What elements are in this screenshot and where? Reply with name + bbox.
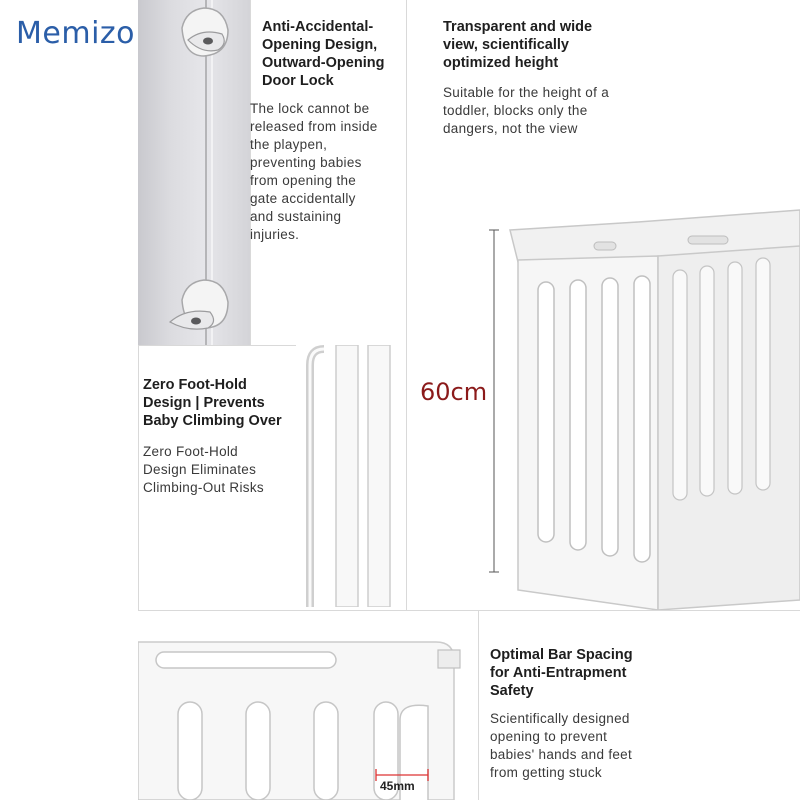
- height-measurement: 60cm: [420, 378, 488, 406]
- view-feature-title: [443, 18, 643, 72]
- title-line: Outward-Opening: [262, 55, 385, 71]
- body-line: gate accidentally: [250, 191, 356, 206]
- title-line: Transparent and wide: [443, 19, 593, 35]
- body-line: Zero Foot-Hold: [143, 444, 238, 459]
- title-line: Baby Climbing Over: [143, 413, 282, 429]
- body-line: released from inside: [250, 119, 378, 134]
- body-line: opening to prevent: [490, 729, 608, 744]
- spacing-feature-body: [490, 710, 690, 782]
- body-line: injuries.: [250, 227, 300, 242]
- body-line: toddler, blocks only the: [443, 103, 588, 118]
- body-line: dangers, not the view: [443, 121, 578, 136]
- title-line: Safety: [490, 683, 534, 699]
- body-line: Suitable for the height of a: [443, 85, 610, 100]
- view-feature-body: [443, 84, 673, 138]
- title-line: optimized height: [443, 55, 559, 71]
- brand-logo: Memizo: [16, 16, 136, 51]
- title-line: Zero Foot-Hold: [143, 377, 247, 393]
- body-line: Design Eliminates: [143, 462, 257, 477]
- body-line: from opening the: [250, 173, 357, 188]
- body-line: babies' hands and feet: [490, 747, 633, 762]
- door-lock-image: [138, 0, 250, 345]
- title-line: for Anti-Entrapment: [490, 665, 627, 681]
- foothold-feature-body: [143, 443, 303, 497]
- lock-feature-title: [262, 18, 402, 90]
- title-line: view, scientifically: [443, 37, 569, 53]
- title-line: Opening Design,: [262, 37, 378, 53]
- body-line: the playpen,: [250, 137, 328, 152]
- body-line: and sustaining: [250, 209, 342, 224]
- body-line: The lock cannot be: [250, 101, 370, 116]
- lock-feature-body: [250, 100, 400, 244]
- title-line: Optimal Bar Spacing: [490, 647, 633, 663]
- divider: [478, 610, 479, 800]
- title-line: Anti-Accidental-: [262, 19, 374, 35]
- spacing-feature-title: [490, 646, 690, 700]
- body-line: preventing babies: [250, 155, 362, 170]
- body-line: Climbing-Out Risks: [143, 480, 264, 495]
- bar-spacing-measurement: 45mm: [380, 779, 415, 793]
- playpen-image: [488, 200, 800, 610]
- bar-spacing-image: [138, 630, 478, 800]
- body-line: from getting stuck: [490, 765, 602, 780]
- foothold-feature-title: [143, 376, 303, 430]
- smooth-bars-image: [296, 345, 406, 607]
- divider: [138, 345, 139, 610]
- divider: [406, 0, 407, 610]
- divider: [138, 610, 800, 611]
- body-line: Scientifically designed: [490, 711, 630, 726]
- title-line: Design | Prevents: [143, 395, 265, 411]
- title-line: Door Lock: [262, 73, 334, 89]
